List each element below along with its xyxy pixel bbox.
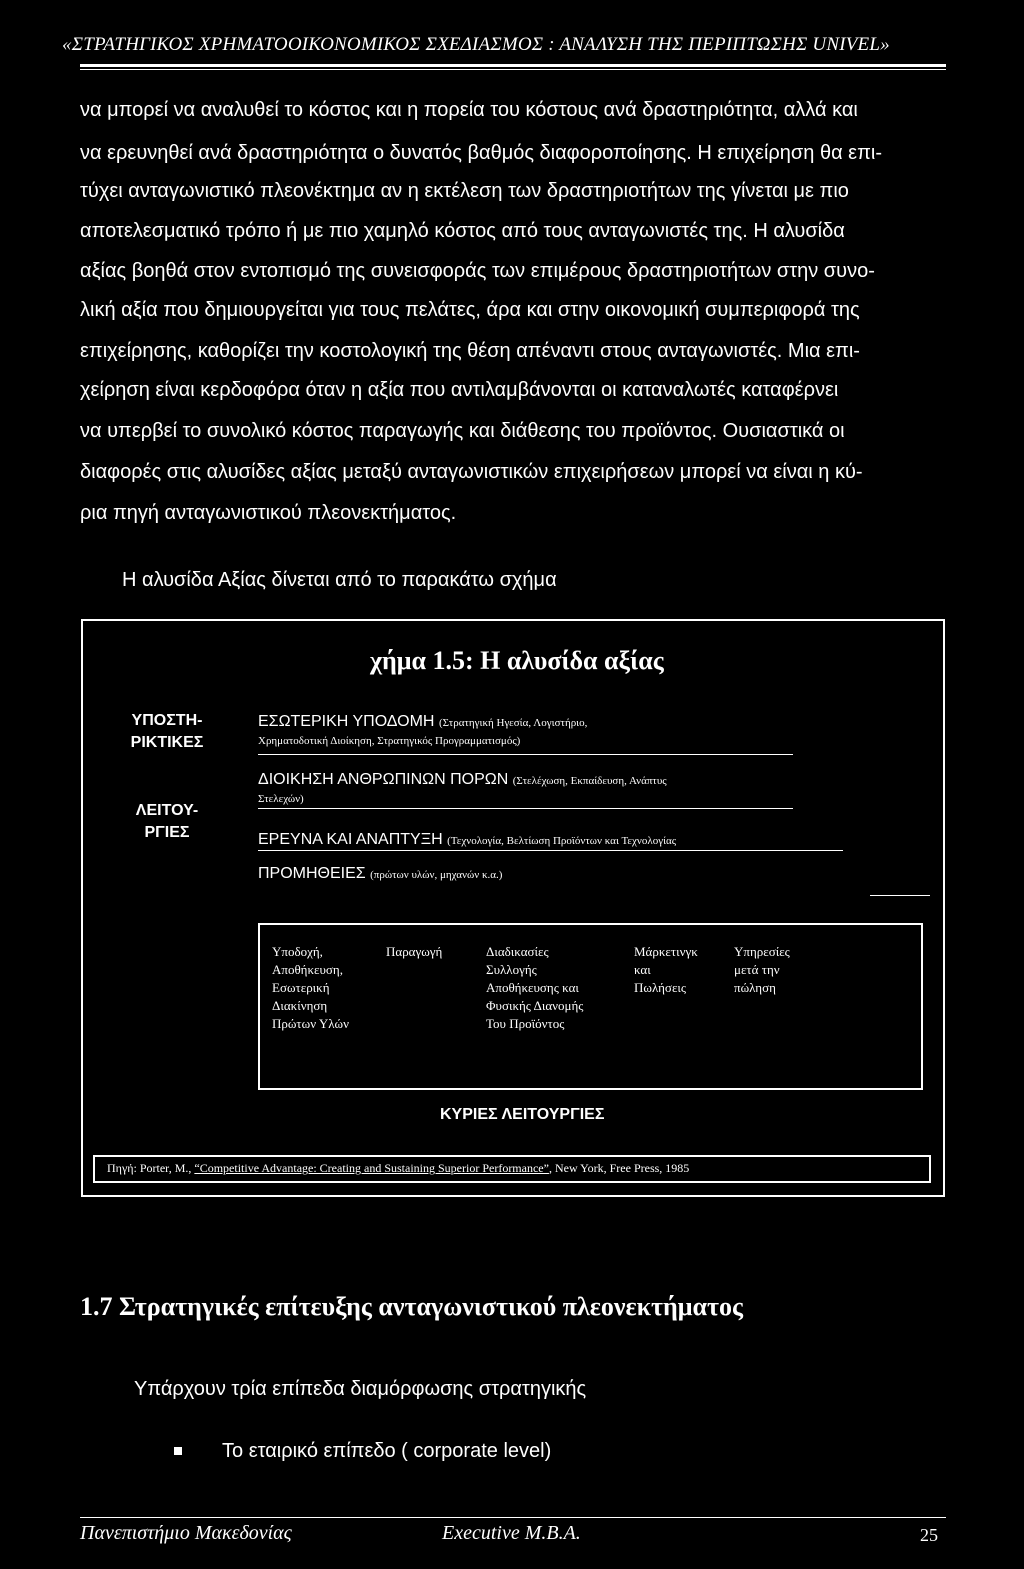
support-functions-label: [97, 800, 237, 844]
infra-title: ΕΣΩΤΕΡΙΚΗ ΥΠΟΔΟΜΗ: [258, 713, 439, 730]
paragraph-line: να υπερβεί το συνολικό κόστος παραγωγής και διάθεσης του προϊόντος. Ουσιαστικά οι: [80, 420, 845, 442]
page-number: 25: [920, 1525, 938, 1545]
activity-line: Φυσικής Διανομής: [486, 998, 584, 1013]
infra-detail: (Στρατηγική Ηγεσία, Λογιστήριο,: [438, 717, 588, 729]
label-line: ΥΠΟΣΤΗ-: [131, 712, 203, 729]
running-header: «ΣΤΡΑΤΗΓΙΚΟΣ ΧΡΗΜΑΤΟΟΙΚΟΝΟΜΙΚΟΣ ΣΧΕΔΙΑΣΜΟΣ : ΑΝΑΛΥΣΗ ΤΗΣ ΠΕΡΙΠΤΩΣΗΣ UNIVEL»: [62, 34, 890, 55]
marketing-sales: [634, 943, 698, 997]
activity-line: Διακίνηση: [272, 998, 328, 1013]
activity-line: Εσωτερική: [272, 980, 330, 995]
rd-detail: (Τεχνολογία, Βελτίωση Προϊόντων και Τεχνολογίας: [447, 835, 677, 847]
activity-line: Υπηρεσίες: [734, 944, 790, 959]
paragraph-line: χείρηση είναι κερδοφόρα όταν η αξία που αντιλαμβάνονται οι καταναλωτές καταφέρνει: [80, 379, 839, 401]
paragraph-line: λική αξία που δημιουργείται για τους πελάτες, άρα και στην οικονομική συμπεριφορά της: [80, 299, 860, 321]
firm-infrastructure: [258, 713, 587, 749]
activity-line: Του Προϊόντος: [486, 1016, 565, 1031]
support-activities-label: [97, 710, 237, 754]
activity-line: Πρώτων Υλών: [272, 1016, 349, 1031]
bullet-icon: [174, 1447, 182, 1455]
activity-line: Παραγωγή: [386, 944, 443, 959]
hr-detail: (Στελέχωση, Εκπαίδευση, Ανάπτυς: [512, 775, 667, 787]
row-rule: [258, 754, 793, 755]
activity-line: Διαδικασίες: [486, 944, 549, 959]
source-suffix: , New York, Free Press, 1985: [548, 1161, 690, 1175]
row-rule: [258, 808, 793, 809]
label-line: ΡΙΚΤΙΚΕΣ: [130, 734, 204, 751]
footer-program: Executive M.B.A.: [442, 1522, 581, 1544]
row-rule: [870, 895, 930, 896]
bullet-item: Το εταιρικό επίπεδο ( corporate level): [222, 1440, 552, 1462]
primary-activities-box: [258, 923, 923, 1090]
paragraph-line: να ερευνηθεί ανά δραστηριότητα ο δυνατός βαθμός διαφοροποίησης. Η επιχείρηση θα επι-: [80, 142, 883, 164]
row-rule: [258, 850, 843, 851]
paragraph-line: να μπορεί να αναλυθεί το κόστος και η πορεία του κόστους ανά δραστηριότητα, αλλά και: [80, 99, 858, 121]
inbound-logistics: [272, 943, 349, 1033]
human-resources: [258, 771, 667, 807]
intro-text: Υπάρχουν τρία επίπεδα διαμόρφωσης στρατηγικής: [134, 1378, 587, 1400]
paragraph-line: αξίας βοηθά στον εντοπισμό της συνεισφοράς των επιμέρους δραστηριοτήτων στην συνο-: [80, 260, 875, 282]
footer-university: Πανεπιστήμιο Μακεδονίας: [80, 1522, 292, 1544]
infra-detail: Χρηματοδοτική Διοίκηση, Στρατηγικός Προγραμματισμός): [258, 735, 521, 747]
footer-rule: [80, 1517, 946, 1518]
header-rule-thin: [80, 69, 946, 70]
hr-title: ΔΙΟΙΚΗΣΗ ΑΝΘΡΩΠΙΝΩΝ ΠΟΡΩΝ: [258, 771, 513, 788]
activity-line: μετά την: [734, 962, 780, 977]
activity-line: Αποθήκευσης και: [486, 980, 579, 995]
figure-caption: Η αλυσίδα Αξίας δίνεται από το παρακάτω σχήμα: [122, 569, 557, 591]
activity-line: Πωλήσεις: [634, 980, 687, 995]
operations: [386, 943, 442, 961]
figure-source: [107, 1161, 689, 1176]
paragraph-line: διαφορές στις αλυσίδες αξίας μεταξύ ανταγωνιστικών επιχειρήσεων μπορεί να είναι η κύ-: [80, 461, 863, 483]
paragraph-line: τύχει ανταγωνιστικό πλεονέκτημα αν η εκτέλεση των δραστηριοτήτων της γίνεται με πιο: [80, 180, 849, 202]
paragraph-line: αποτελεσματικό τρόπο ή με πιο χαμηλό κόστος από τους ανταγωνιστές της. Η αλυσίδα: [80, 220, 845, 242]
activity-line: πώληση: [734, 980, 776, 995]
outbound-logistics: [486, 943, 583, 1033]
source-prefix: Πηγή: Porter, M.,: [107, 1161, 195, 1175]
rd-title: ΕΡΕΥΝΑ ΚΑΙ ΑΝΑΠΤΥΞΗ: [258, 831, 448, 848]
figure-title: χήμα 1.5: Η αλυσίδα αξίας: [370, 646, 664, 675]
section-heading: 1.7 Στρατηγικές επίτευξης ανταγωνιστικού πλεονεκτήματος: [80, 1292, 743, 1321]
source-title: “Competitive Advantage: Creating and Sustaining Superior Performance”: [194, 1161, 549, 1175]
activity-line: Συλλογής: [486, 962, 537, 977]
activity-line: Υποδοχή,: [272, 944, 323, 959]
procurement-title: ΠΡΟΜΗΘΕΙΕΣ: [258, 865, 371, 882]
activity-line: και: [634, 962, 651, 977]
research-development: [258, 831, 676, 849]
label-line: ΡΓΙΕΣ: [144, 824, 190, 841]
paragraph-line: επιχείρησης, καθορίζει την κοστολογική της θέση απέναντι στους ανταγωνιστές. Μια επι-: [80, 340, 860, 362]
hr-detail: Στελεχών): [258, 793, 304, 805]
paragraph-line: ρια πηγή ανταγωνιστικού πλεονεκτήματος.: [80, 502, 457, 524]
procurement: [258, 865, 502, 883]
activity-line: Αποθήκευση,: [272, 962, 343, 977]
header-rule: [80, 64, 946, 67]
activity-line: Μάρκετινγκ: [634, 944, 698, 959]
label-line: ΛΕΙΤΟΥ-: [135, 802, 199, 819]
primary-activities-label: ΚΥΡΙΕΣ ΛΕΙΤΟΥΡΓΙΕΣ: [440, 1106, 605, 1123]
procurement-detail: (πρώτων υλών, μηχανών κ.α.): [370, 869, 503, 881]
after-sales-service: [734, 943, 790, 997]
